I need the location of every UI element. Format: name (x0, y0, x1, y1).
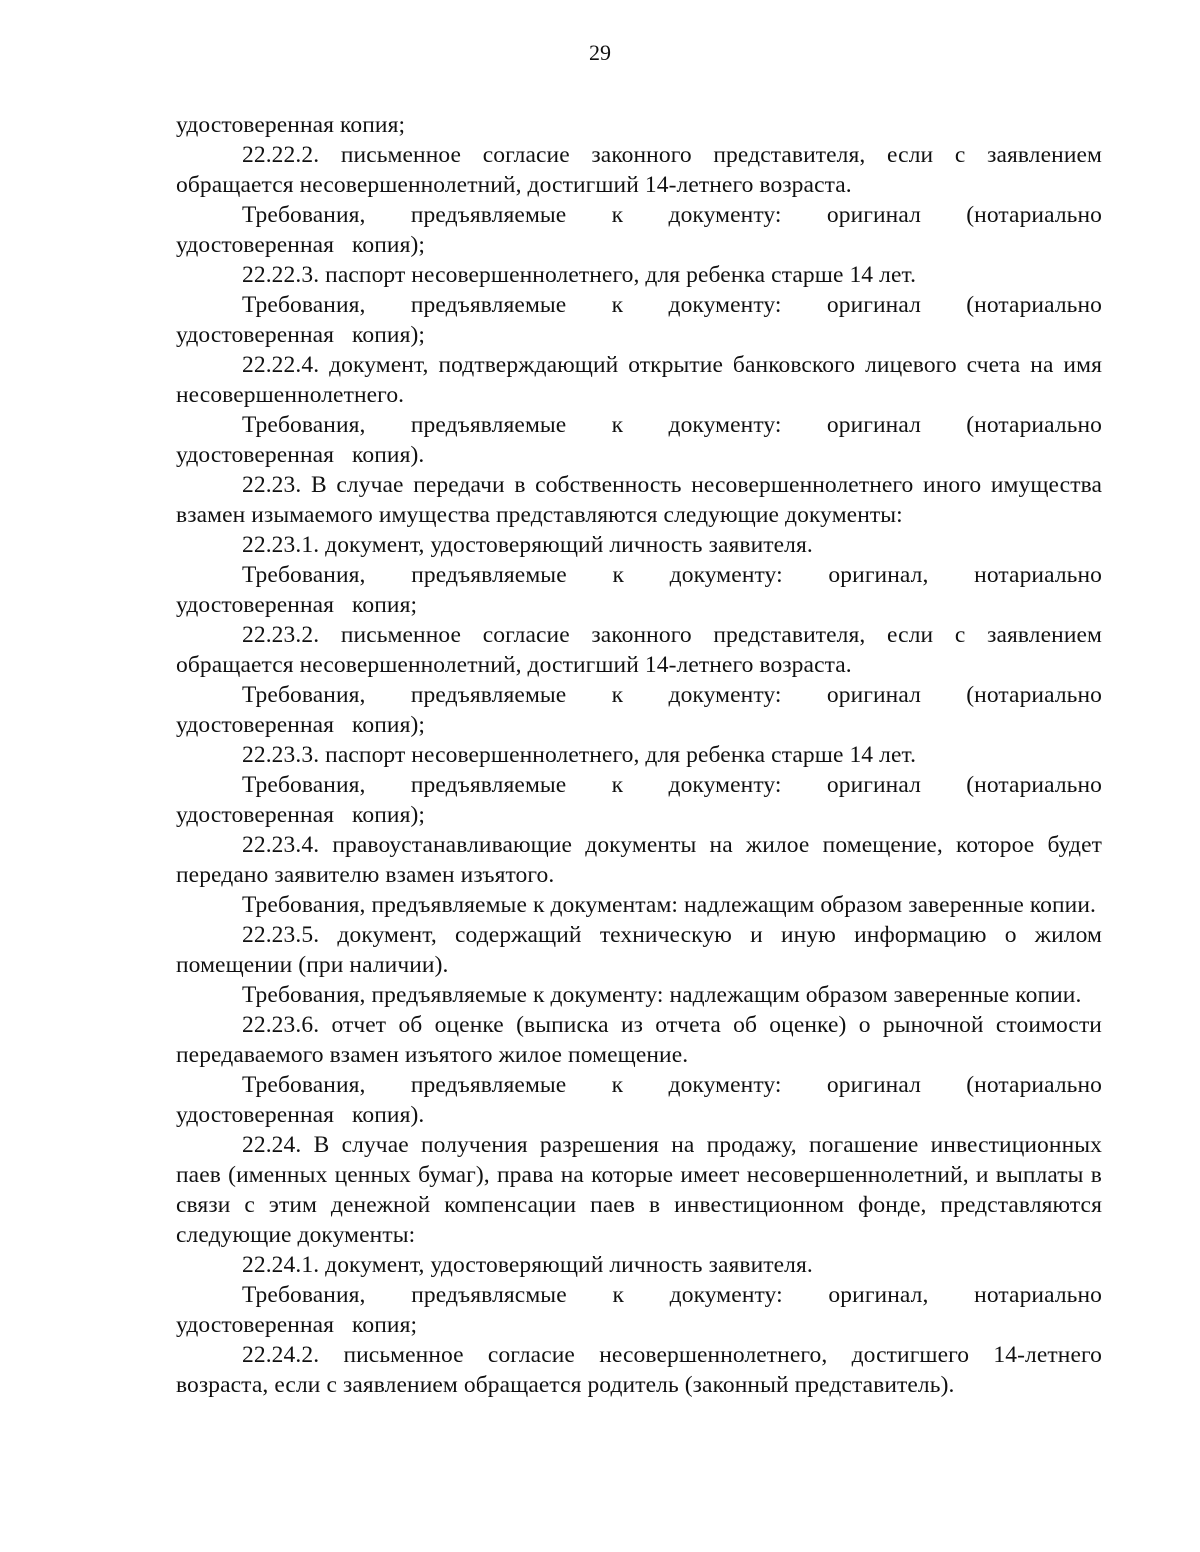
paragraph: удостоверенная копия; (176, 112, 406, 138)
paragraph: 22.23.2. письменное согласие законного представителя, если с заявлением обращается несовершеннолетний, достигший 14-летнего возраста. (176, 622, 1102, 678)
paragraph: Требования, предъявляемые к документу: оригинал (нотариально удостоверенная копия); (176, 682, 1102, 738)
paragraph: Требования, предъявляемые к документу: оригинал (нотариально удостоверенная копия); (176, 292, 1102, 348)
paragraph: Требования, предъявляемые к документу: оригинал (нотариально удостоверенная копия); (176, 772, 1102, 828)
paragraph: 22.23. В случае передачи в собственность несовершеннолетнего иного имущества взамен изымаемого имущества представляются следующие документы: (176, 472, 1102, 528)
paragraph: 22.24. В случае получения разрешения на продажу, погашение инвестиционных паев (именных ценных бумаг), права на которые имеет несовершеннолетний, и выплаты в связи с этим денежной компенсации паев в инвестиционном фонде, представляются следующие документы: (176, 1132, 1102, 1248)
paragraph: 22.24.1. документ, удостоверяющий личность заявителя. (242, 1252, 813, 1278)
paragraph: 22.23.4. правоустанавливающие документы на жилое помещение, которое будет передано заявителю взамен изъятого. (176, 832, 1102, 888)
page-number: 29 (589, 40, 611, 65)
paragraph: Требования, предъявляемые к документу: оригинал, нотариально удостоверенная копия; (176, 562, 1102, 618)
paragraph: 22.23.6. отчет об оценке (выписка из отчета об оценке) о рыночной стоимости передаваемого взамен изъятого жилое помещение. (176, 1012, 1102, 1068)
paragraph: 22.23.3. паспорт несовершеннолетнего, для ребенка старше 14 лет. (242, 742, 917, 768)
paragraph: 22.22.2. письменное согласие законного представителя, если с заявлением обращается несовершеннолетний, достигший 14-летнего возраста. (176, 142, 1102, 198)
paragraph: Требования, предъявляемые к документу: оригинал (нотариально удостоверенная копия). (176, 412, 1102, 468)
paragraph: 22.23.1. документ, удостоверяющий личность заявителя. (242, 532, 813, 558)
paragraph: Требования, предъявляемые к документу: оригинал (нотариально удостоверенная копия); (176, 202, 1102, 258)
paragraph: Требования, предъявлясмые к документу: оригинал, нотариально удостоверенная копия; (176, 1282, 1102, 1338)
paragraph: 22.24.2. письменное согласие несовершеннолетнего, достигшего 14-летнего возраста, если с заявлением обращается родитель (законный представитель). (176, 1342, 1102, 1398)
paragraph: 22.22.3. паспорт несовершеннолетнего, для ребенка старше 14 лет. (242, 262, 917, 288)
paragraph: Требования, предъявляемые к документу: оригинал (нотариально удостоверенная копия). (176, 1072, 1102, 1128)
document-body (176, 110, 1102, 1400)
paragraph: Требования, предъявляемые к документам: надлежащим образом заверенные копии. (242, 892, 1097, 918)
paragraph: Требования, предъявляемые к документу: надлежащим образом заверенные копии. (242, 982, 1082, 1008)
paragraph: 22.22.4. документ, подтверждающий открытие банковского лицевого счета на имя несовершеннолетнего. (176, 352, 1102, 408)
paragraph: 22.23.5. документ, содержащий техническую и иную информацию о жилом помещении (при наличии). (176, 922, 1102, 978)
